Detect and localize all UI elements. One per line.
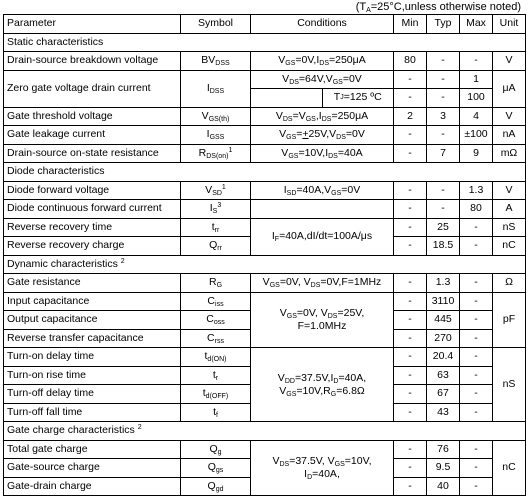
cond-vgsth: $V_{DS}=V_{GS},I_{DS}=250\mu A$ [251, 107, 394, 126]
min-ciss: - [394, 292, 427, 311]
test-condition-note: ($T_A=25^\circ C,unless$ otherwise noted) [355, 1, 521, 14]
param-qg: Total gate charge [4, 440, 181, 459]
cond-is [251, 200, 394, 219]
param-rg: Gate resistance [4, 274, 181, 293]
table-row [4, 52, 526, 71]
typ-idss-2: - [427, 89, 460, 108]
param-trr: Reverse recovery time [4, 218, 181, 237]
table-row [4, 126, 526, 145]
symbol-qgs: $Q_{gs}$ [181, 459, 251, 478]
unit-bvdss: V [493, 52, 526, 71]
table-row [4, 348, 526, 367]
header-parameter: Parameter [4, 15, 181, 34]
unit-rds: mΩ [493, 144, 526, 163]
param-is: Diode continuous forward current [4, 200, 181, 219]
section-dynamic: Dynamic characteristics $^2$ [4, 255, 526, 274]
header-conditions: Conditions [251, 15, 394, 34]
max-tdon: - [460, 348, 493, 367]
param-tdoff: Turn-off delay time [4, 385, 181, 404]
param-tdon: Turn-on delay time [4, 348, 181, 367]
cond-idss-1: $V_{DS}=64V,V_{GS}=0V$ [251, 70, 394, 89]
max-crss: - [460, 329, 493, 348]
unit-gate-charge: nC [493, 440, 526, 496]
cond-switching: $V_{DD}=37.5V,I_D=40A$, $V_{GS}=10V,R_G=6.8\Omega$ [251, 348, 394, 422]
min-crss: - [394, 329, 427, 348]
min-igss: - [394, 126, 427, 145]
param-vgsth: Gate threshold voltage [4, 107, 181, 126]
max-bvdss: - [460, 52, 493, 71]
unit-is: A [493, 200, 526, 219]
max-rds: 9 [460, 144, 493, 163]
spec-table-wrapper [3, 14, 526, 496]
typ-vsd: - [427, 181, 460, 200]
typ-tr: 63 [427, 366, 460, 385]
min-tr: - [394, 366, 427, 385]
cond-capacitance: $V_{GS}=0V$, $V_{DS}=25V$, F=1.0MHz [251, 292, 394, 348]
min-coss: - [394, 311, 427, 330]
max-coss: - [460, 311, 493, 330]
typ-is: - [427, 200, 460, 219]
typ-tf: 43 [427, 403, 460, 422]
symbol-coss: $C_{oss}$ [181, 311, 251, 330]
min-tdon: - [394, 348, 427, 367]
symbol-crss: $C_{rss}$ [181, 329, 251, 348]
symbol-vsd: $V_{SD}^1$ [181, 181, 251, 200]
symbol-rds: $R_{DS(on)}^1$ [181, 144, 251, 163]
param-idss: Zero gate voltage drain current [4, 70, 181, 107]
typ-coss: 445 [427, 311, 460, 330]
param-qgd: Gate-drain charge [4, 477, 181, 496]
symbol-tf: $t_f$ [181, 403, 251, 422]
min-bvdss: 80 [394, 52, 427, 71]
param-igss: Gate leakage current [4, 126, 181, 145]
min-is: - [394, 200, 427, 219]
unit-vgsth: V [493, 107, 526, 126]
section-gate-charge: Gate charge characteristics $^2$ [4, 422, 526, 441]
unit-igss: nA [493, 126, 526, 145]
table-row [4, 218, 526, 237]
max-tr: - [460, 366, 493, 385]
symbol-tdoff: $t_{d(OFF)}$ [181, 385, 251, 404]
symbol-bvdss: $BV_{DSS}$ [181, 52, 251, 71]
unit-trr: nS [493, 218, 526, 237]
unit-rg: Ω [493, 274, 526, 293]
section-row [4, 163, 526, 182]
unit-vsd: V [493, 181, 526, 200]
typ-qg: 76 [427, 440, 460, 459]
param-coss: Output capacitance [4, 311, 181, 330]
param-tf: Turn-off fall time [4, 403, 181, 422]
symbol-ciss: $C_{iss}$ [181, 292, 251, 311]
header-symbol: Symbol [181, 15, 251, 34]
cond-rg: $V_{GS}=0V$, $V_{DS}=0V,F=1MHz$ [251, 274, 394, 293]
cond-trr-qrr: $I_F=40A,dI/dt=100A/\mu s$ [251, 218, 394, 255]
symbol-qgd: $Q_{gd}$ [181, 477, 251, 496]
table-row [4, 440, 526, 459]
max-trr: - [460, 218, 493, 237]
cond-bvdss: $V_{GS}=0V,I_{DS}=250\mu A$ [251, 52, 394, 71]
min-qgs: - [394, 459, 427, 478]
max-qrr: - [460, 237, 493, 256]
table-row [4, 181, 526, 200]
header-unit: Unit [493, 15, 526, 34]
max-vsd: 1.3 [460, 181, 493, 200]
max-qgd: - [460, 477, 493, 496]
typ-ciss: 3110 [427, 292, 460, 311]
section-static: Static characteristics [4, 33, 526, 52]
table-row [4, 200, 526, 219]
unit-idss: μA [493, 70, 526, 107]
min-qg: - [394, 440, 427, 459]
min-vsd: - [394, 181, 427, 200]
table-row [4, 70, 526, 89]
symbol-qg: $Q_g$ [181, 440, 251, 459]
param-bvdss: Drain-source breakdown voltage [4, 52, 181, 71]
symbol-trr: $t_{rr}$ [181, 218, 251, 237]
cond-vsd: $I_{SD}=40A,V_{GS}=0V$ [251, 181, 394, 200]
typ-rds: 7 [427, 144, 460, 163]
max-tdoff: - [460, 385, 493, 404]
section-row [4, 255, 526, 274]
symbol-tr: $t_r$ [181, 366, 251, 385]
param-ciss: Input capacitance [4, 292, 181, 311]
min-qgd: - [394, 477, 427, 496]
param-crss: Reverse transfer capacitance [4, 329, 181, 348]
symbol-qrr: $Q_{rr}$ [181, 237, 251, 256]
param-qgs: Gate-source charge [4, 459, 181, 478]
typ-vgsth: 3 [427, 107, 460, 126]
typ-bvdss: - [427, 52, 460, 71]
symbol-tdon: $t_{d(ON)}$ [181, 348, 251, 367]
cond-gate-charge: $V_{DS}=37.5V$, $V_{GS}=10V$, $I_D=40A$, [251, 440, 394, 496]
symbol-rg: $R_G$ [181, 274, 251, 293]
max-qg: - [460, 440, 493, 459]
max-rg: - [460, 274, 493, 293]
max-is: 80 [460, 200, 493, 219]
cond-idss-2: T J =125 ºC [251, 89, 394, 108]
max-idss-1: 1 [460, 70, 493, 89]
min-idss-1: - [394, 70, 427, 89]
typ-tdoff: 67 [427, 385, 460, 404]
header-max: Max [460, 15, 493, 34]
symbol-is: $I_S^3$ [181, 200, 251, 219]
section-row [4, 33, 526, 52]
max-qgs: - [460, 459, 493, 478]
param-rds: Drain-source on-state resistance [4, 144, 181, 163]
typ-trr: 25 [427, 218, 460, 237]
min-tf: - [394, 403, 427, 422]
min-trr: - [394, 218, 427, 237]
section-diode: Diode characteristics [4, 163, 526, 182]
typ-qgs: 9.5 [427, 459, 460, 478]
max-igss: ±100 [460, 126, 493, 145]
min-rg: - [394, 274, 427, 293]
unit-capacitance: pF [493, 292, 526, 348]
header-row [4, 15, 526, 34]
max-idss-2: 100 [460, 89, 493, 108]
typ-idss-1: - [427, 70, 460, 89]
typ-rg: 1.3 [427, 274, 460, 293]
min-qrr: - [394, 237, 427, 256]
table-row [4, 144, 526, 163]
min-rds: - [394, 144, 427, 163]
max-tf: - [460, 403, 493, 422]
max-ciss: - [460, 292, 493, 311]
electrical-characteristics-table [3, 14, 526, 496]
param-vsd: Diode forward voltage [4, 181, 181, 200]
table-row [4, 107, 526, 126]
typ-qrr: 18.5 [427, 237, 460, 256]
typ-tdon: 20.4 [427, 348, 460, 367]
param-tr: Turn-on rise time [4, 366, 181, 385]
min-vgsth: 2 [394, 107, 427, 126]
min-tdoff: - [394, 385, 427, 404]
cond-rds: $V_{GS}=10V,I_{DS}=40A$ [251, 144, 394, 163]
header-typ: Typ [427, 15, 460, 34]
table-row [4, 292, 526, 311]
section-row [4, 422, 526, 441]
min-idss-2: - [394, 89, 427, 108]
header-min: Min [394, 15, 427, 34]
unit-qrr: nC [493, 237, 526, 256]
max-vgsth: 4 [460, 107, 493, 126]
symbol-igss: $I_{GSS}$ [181, 126, 251, 145]
typ-qgd: 40 [427, 477, 460, 496]
symbol-vgsth: $V_{GS(th)}$ [181, 107, 251, 126]
typ-igss: - [427, 126, 460, 145]
symbol-idss: $I_{DSS}$ [181, 70, 251, 107]
table-row [4, 274, 526, 293]
unit-switching: nS [493, 348, 526, 422]
typ-crss: 270 [427, 329, 460, 348]
param-qrr: Reverse recovery charge [4, 237, 181, 256]
cond-igss: $V_{GS}=+25V,V_{DS}=0V$ [251, 126, 394, 145]
